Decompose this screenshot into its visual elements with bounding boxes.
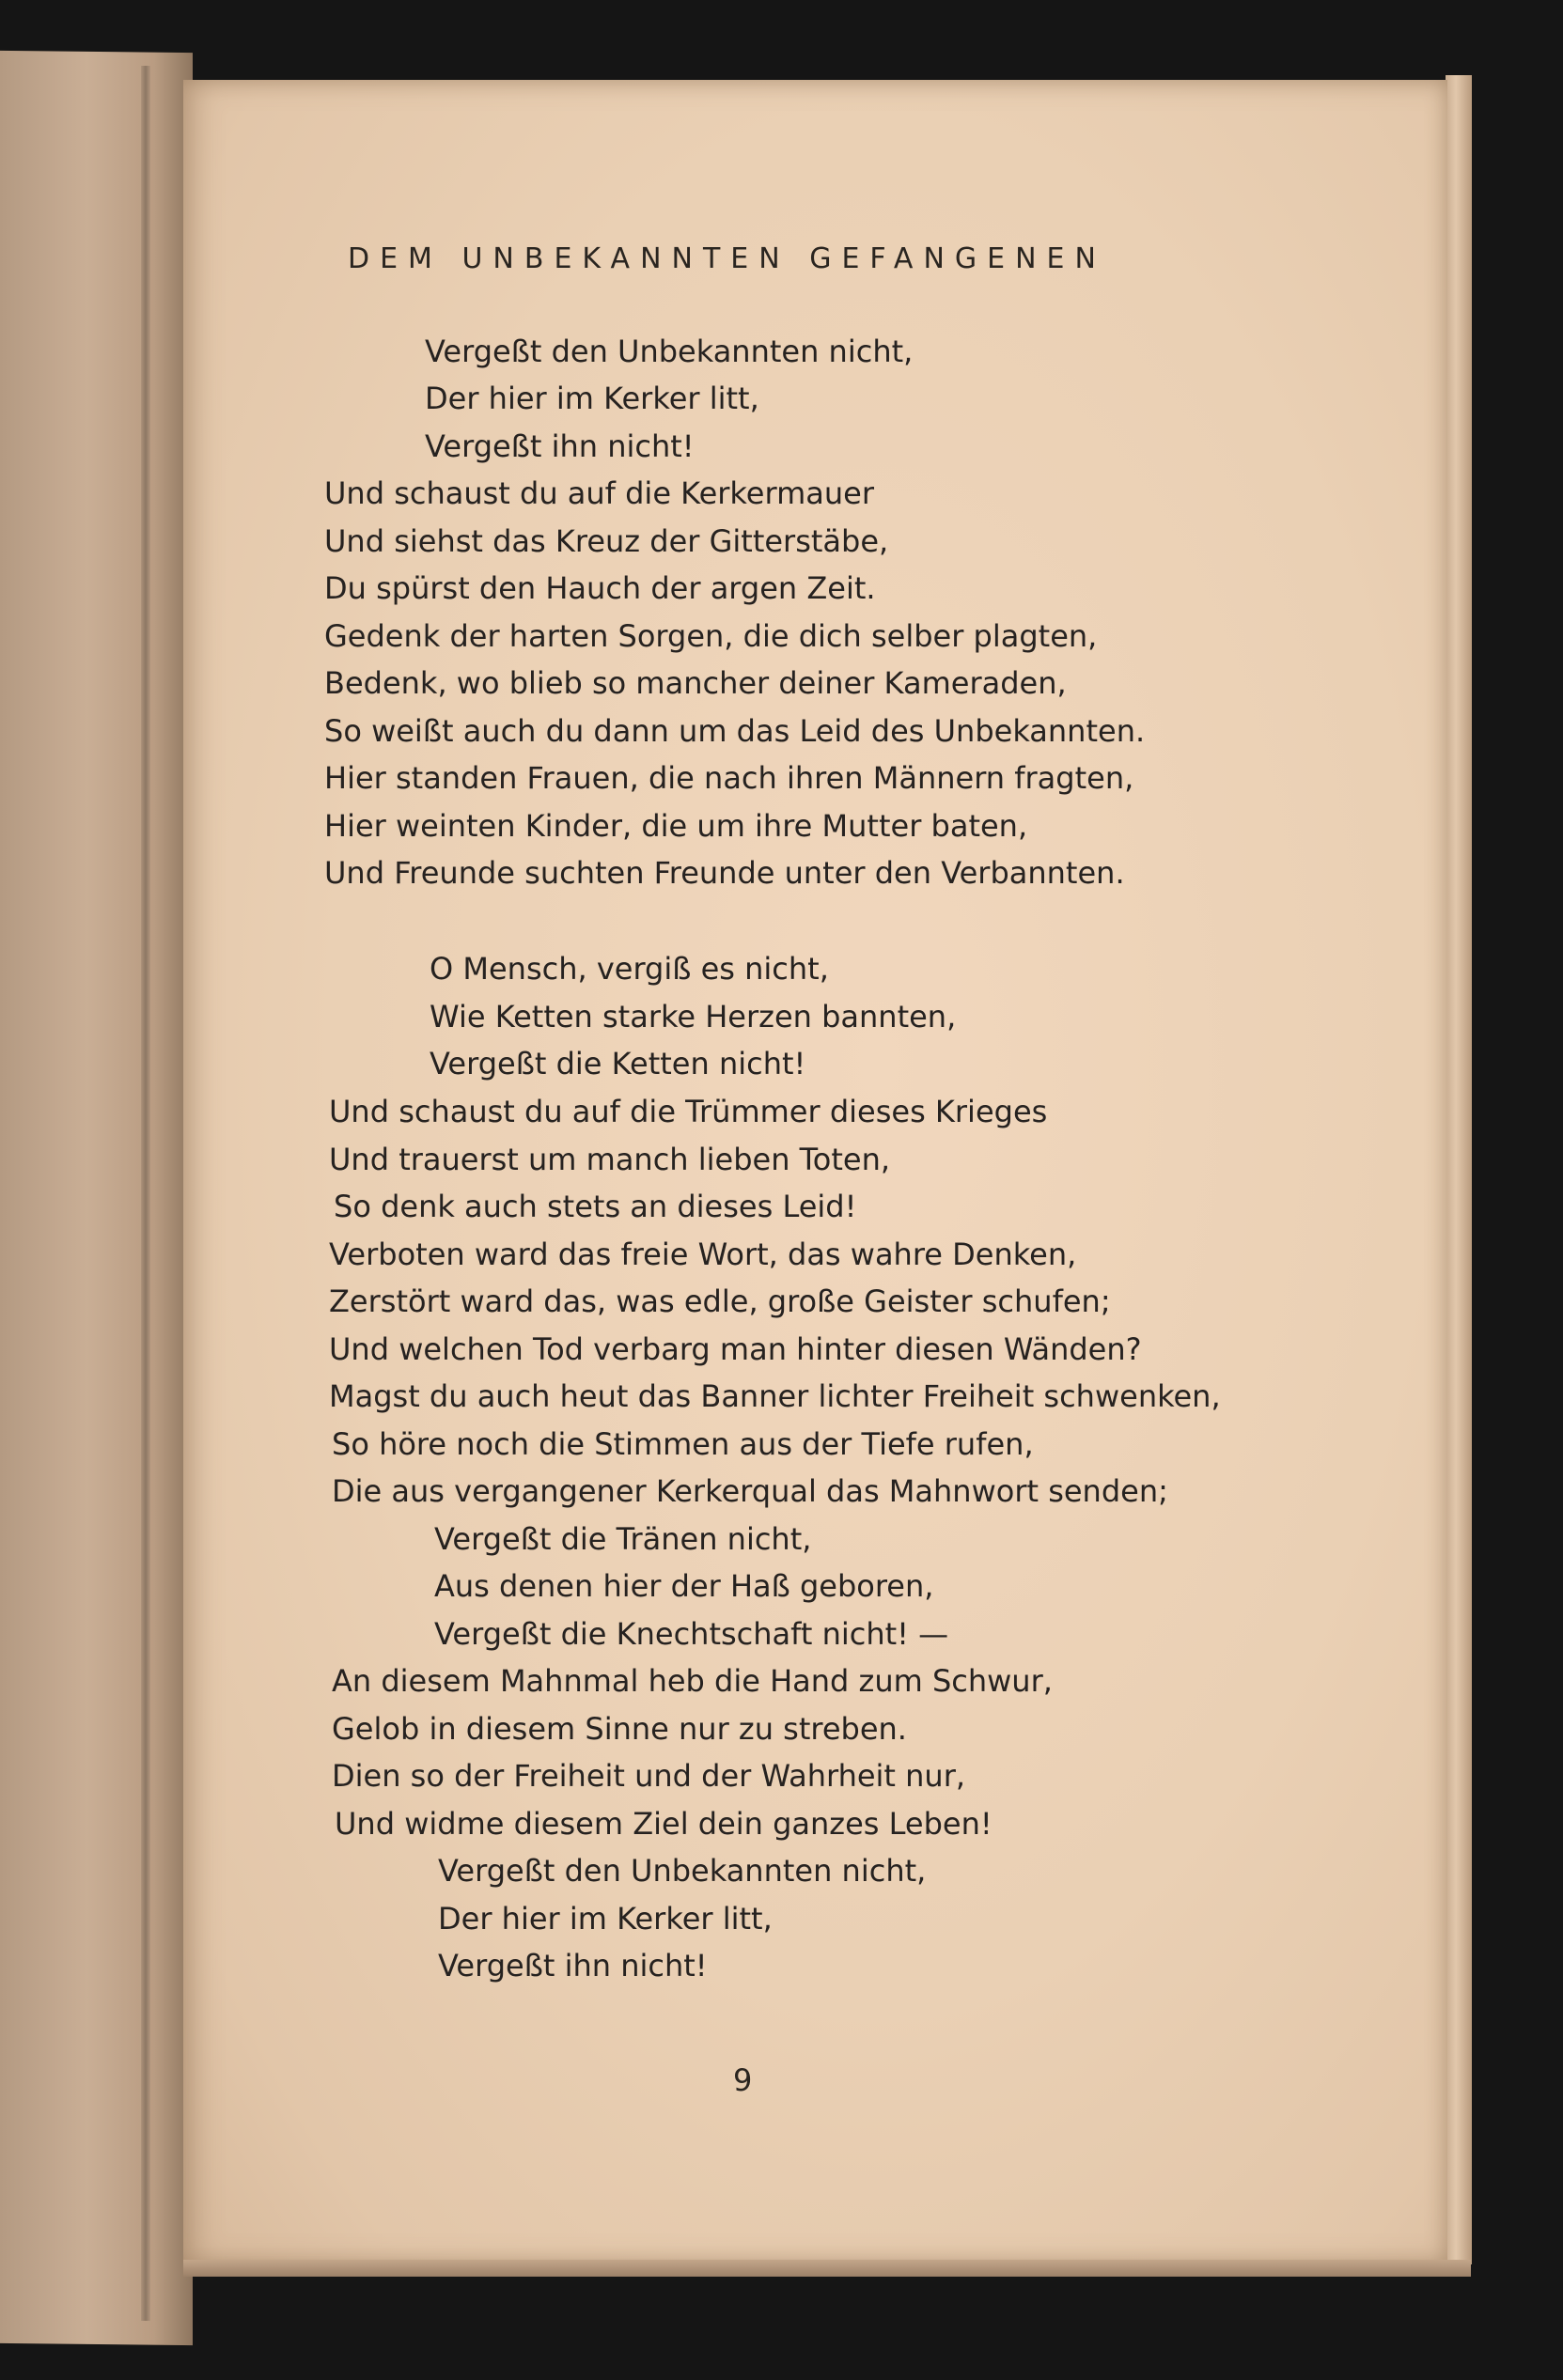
poem-line: Vergeßt die Knechtschaft nicht! — <box>434 1616 949 1652</box>
poem-line: Du spürst den Hauch der argen Zeit. <box>324 570 876 606</box>
poem-line: Vergeßt ihn nicht! <box>425 428 695 464</box>
poem-line: Und schaust du auf die Trümmer dieses Krieges <box>329 1094 1048 1129</box>
poem-line: Hier weinten Kinder, die um ihre Mutter baten, <box>324 808 1028 844</box>
poem-line: O Mensch, vergiß es nicht, <box>430 951 829 987</box>
poem-line: Und trauerst um manch lieben Toten, <box>329 1142 891 1177</box>
poem-line: Und siehst das Kreuz der Gitterstäbe, <box>324 523 889 559</box>
page-number: 9 <box>733 2062 753 2098</box>
poem-line: Dien so der Freiheit und der Wahrheit nur, <box>332 1758 966 1794</box>
poem-line: Aus denen hier der Haß geboren, <box>434 1568 934 1604</box>
poem-line: So weißt auch du dann um das Leid des Unbekannten. <box>324 713 1146 749</box>
poem-line: Gelob in diesem Sinne nur zu streben. <box>332 1711 907 1747</box>
poem-line: Vergeßt ihn nicht! <box>438 1948 708 1983</box>
poem-line: Magst du auch heut das Banner lichter Freiheit schwenken, <box>329 1378 1221 1414</box>
poem-line: Und welchen Tod verbarg man hinter diesen Wänden? <box>329 1331 1142 1367</box>
poem-line: Der hier im Kerker litt, <box>425 381 759 416</box>
poem-line: Und Freunde suchten Freunde unter den Verbannten. <box>324 855 1125 891</box>
poem-line: An diesem Mahnmal heb die Hand zum Schwur, <box>332 1663 1053 1699</box>
poem-line: Die aus vergangener Kerkerqual das Mahnwort senden; <box>332 1473 1168 1509</box>
poem-line: Gedenk der harten Sorgen, die dich selber plagten, <box>324 618 1098 654</box>
poem-line: Und widme diesem Ziel dein ganzes Leben! <box>335 1806 993 1842</box>
poem-line: Verboten ward das freie Wort, das wahre Denken, <box>329 1237 1077 1272</box>
poem-line: Zerstört ward das, was edle, große Geister schufen; <box>329 1283 1111 1319</box>
poem-line: Der hier im Kerker litt, <box>438 1901 773 1937</box>
poem-line: Vergeßt den Unbekannten nicht, <box>438 1853 927 1889</box>
poem-line: So denk auch stets an dieses Leid! <box>334 1189 857 1224</box>
poem-line: Vergeßt die Ketten nicht! <box>430 1046 806 1081</box>
poem-line: Wie Ketten starke Herzen bannten, <box>430 999 957 1034</box>
poem-line: Hier standen Frauen, die nach ihren Männern fragten, <box>324 760 1134 796</box>
poem-line: Vergeßt den Unbekannten nicht, <box>425 334 914 369</box>
running-head: DEM UNBEKANNTEN GEFANGENEN <box>348 242 1106 275</box>
poem-line: So höre noch die Stimmen aus der Tiefe rufen, <box>332 1426 1034 1462</box>
poem-line: Und schaust du auf die Kerkermauer <box>324 475 874 511</box>
poem-line: Bedenk, wo blieb so mancher deiner Kameraden, <box>324 665 1067 701</box>
poem-line: Vergeßt die Tränen nicht, <box>434 1521 812 1557</box>
